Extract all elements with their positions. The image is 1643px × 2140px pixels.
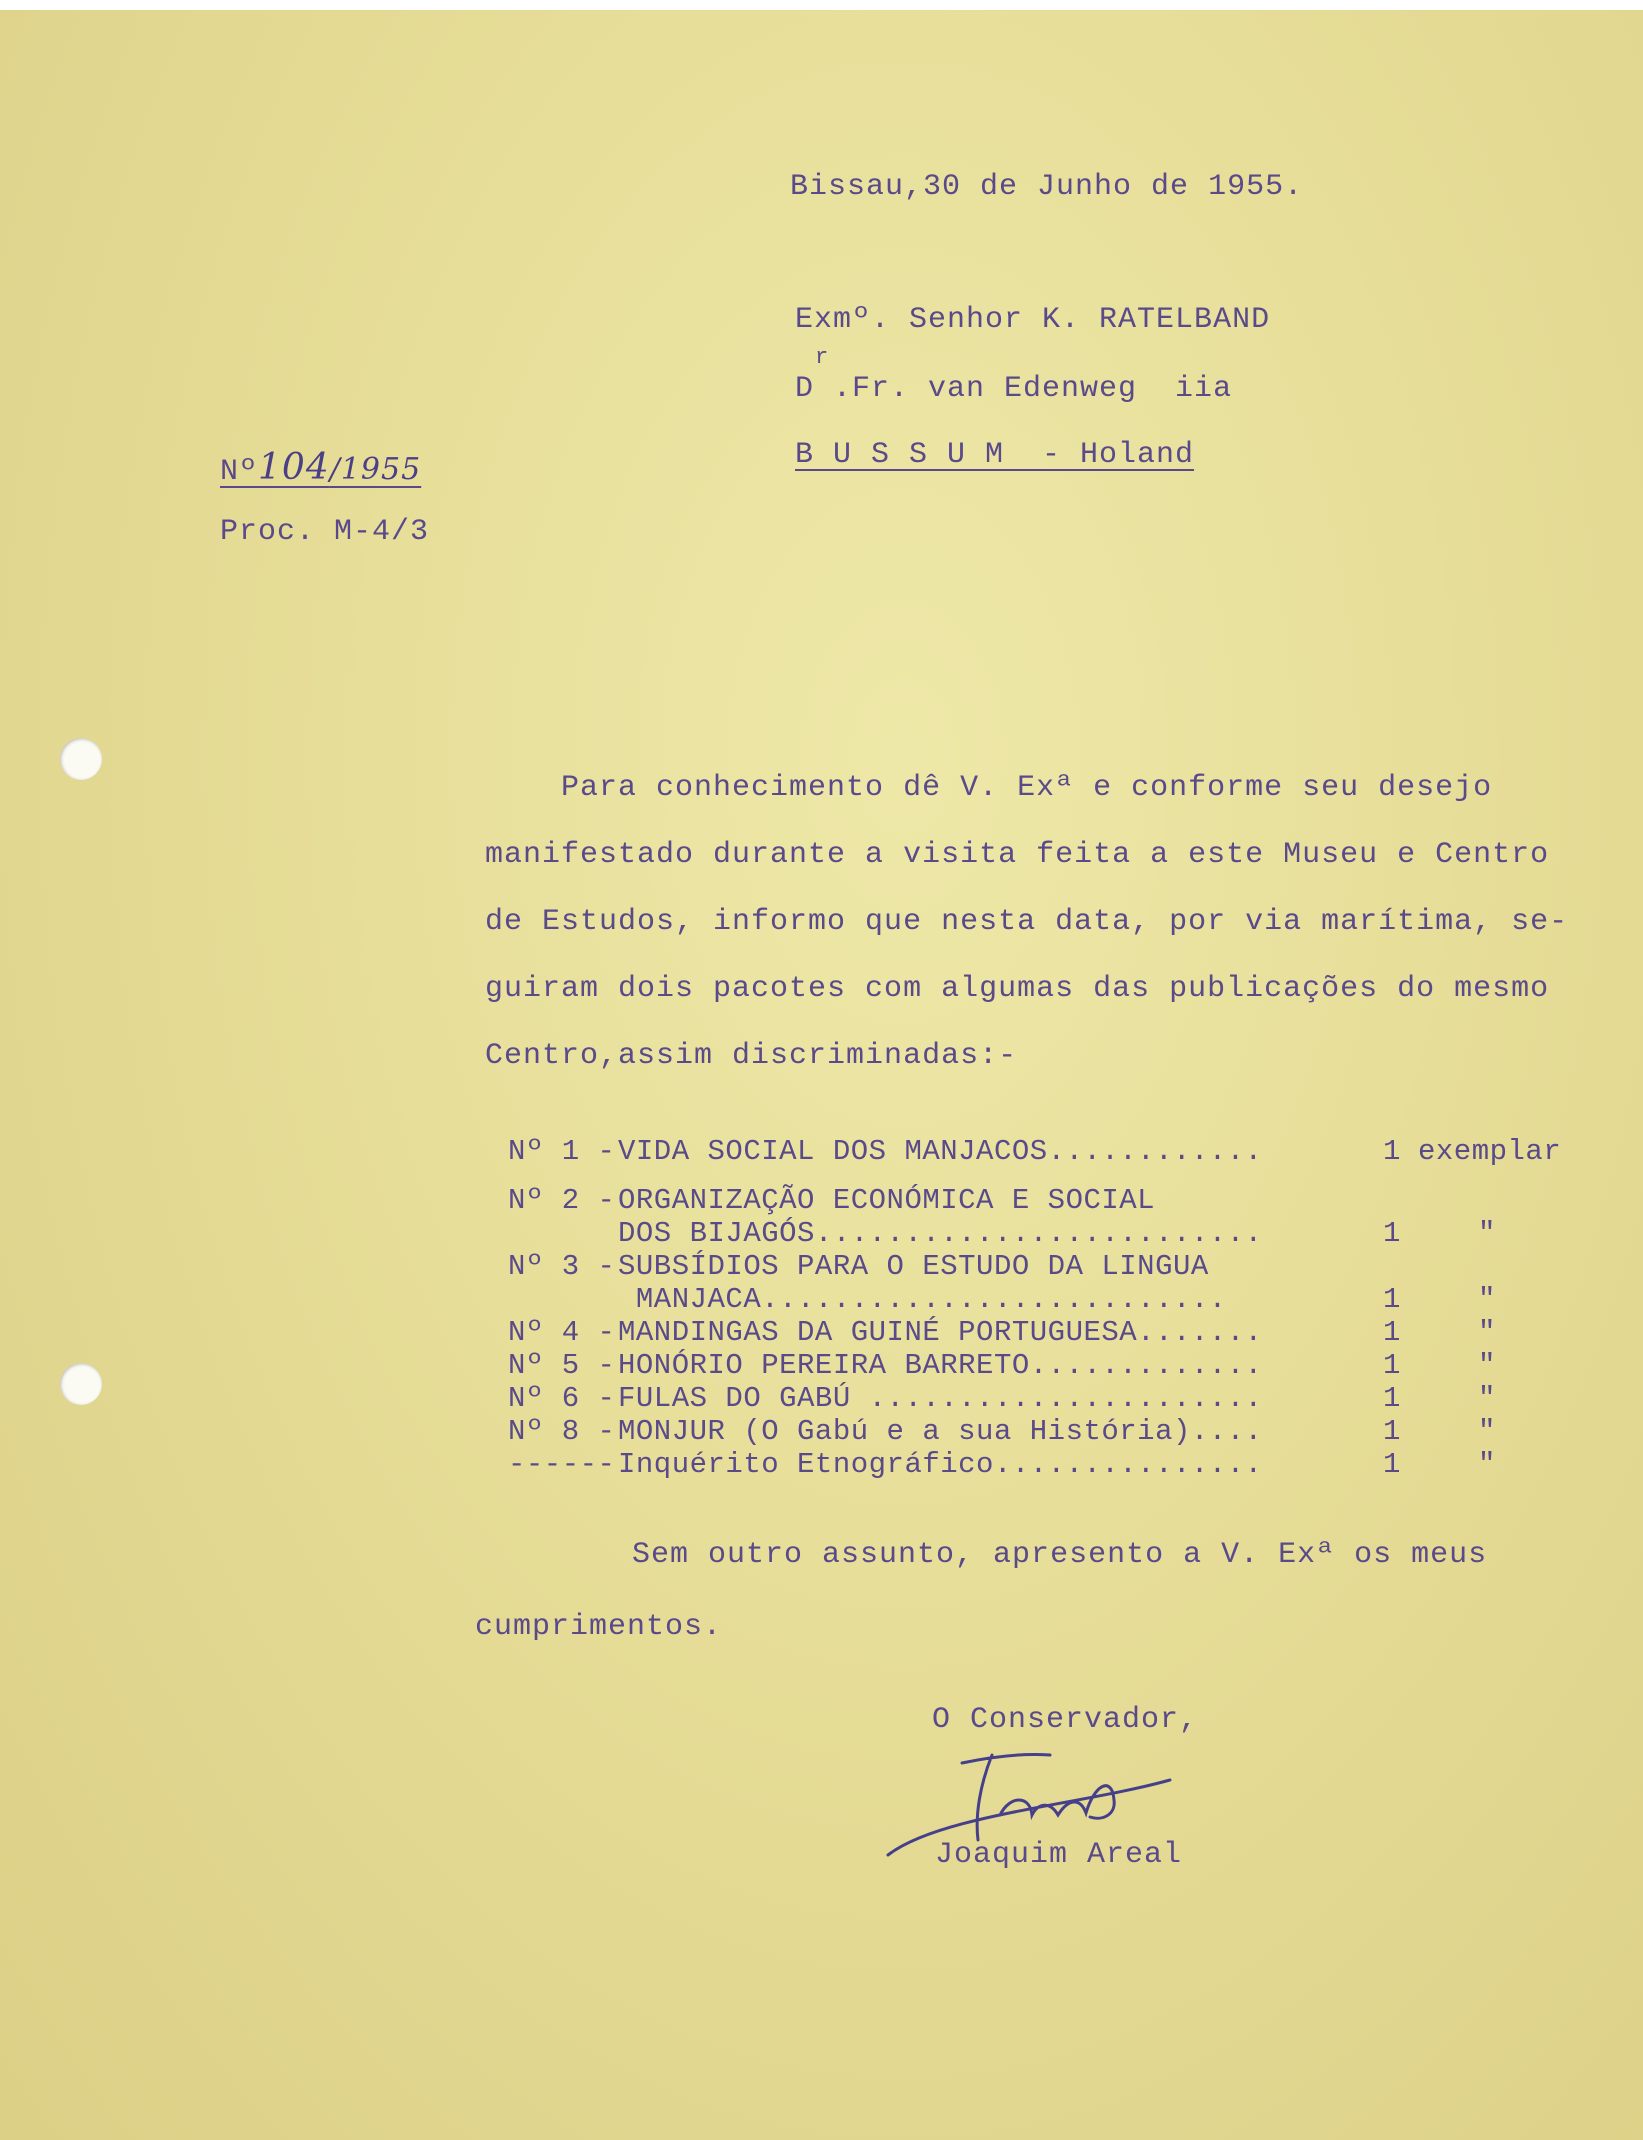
reference-number: Nº104/1955 — [220, 447, 422, 489]
paragraph-line: Centro,assim discriminadas:- — [485, 1039, 1018, 1073]
list-item: MANJACA.......................... 1 " — [618, 1283, 1496, 1316]
signatory-title: O Conservador, — [932, 1703, 1199, 1737]
list-item: Nº 1 -VIDA SOCIAL DOS MANJACOS............ 1 exemplar — [508, 1135, 1562, 1168]
handwritten-number: 104 — [258, 447, 330, 488]
list-item: Nº 2 -ORGANIZAÇÃO ECONÓMICA E SOCIAL — [508, 1184, 1156, 1217]
punch-hole-lower — [60, 1363, 102, 1405]
recipient-name: Exmº. Senhor K. RATELBAND — [795, 303, 1271, 337]
paragraph-line: Para conhecimento dê V. Exª e conforme seu desejo — [485, 771, 1493, 805]
process-reference: Proc. M-4/3 — [220, 515, 430, 549]
date-line: Bissau,30 de Junho de 1955. — [790, 170, 1304, 204]
list-item: Nº 6 -FULAS DO GABÚ ...................... 1 " — [508, 1382, 1496, 1415]
list-item: DOS BIJAGÓS......................... 1 " — [618, 1217, 1496, 1250]
closing-line-2: cumprimentos. — [475, 1610, 723, 1644]
paragraph-line: guiram dois pacotes com algumas das publicações do mesmo — [485, 972, 1550, 1006]
list-item: Nº 8 -MONJUR (O Gabú e a sua História).... 1 " — [508, 1415, 1496, 1448]
paragraph-line: manifestado durante a visita feita a este Museu e Centro — [485, 838, 1550, 872]
list-item: Nº 5 -HONÓRIO PEREIRA BARRETO............. 1 " — [508, 1349, 1496, 1382]
list-item: ------Inquérito Etnográfico............... 1 " — [508, 1448, 1496, 1481]
closing-line: Sem outro assunto, apresento a V. Exª os meus — [632, 1538, 1488, 1572]
recipient-superscript: r — [815, 345, 830, 370]
recipient-street: D .Fr. van Edenweg iia — [795, 372, 1233, 406]
paragraph-line: de Estudos, informo que nesta data, por via marítima, se- — [485, 905, 1569, 939]
signatory-name: Joaquim Areal — [935, 1838, 1183, 1872]
list-item: Nº 4 -MANDINGAS DA GUINÉ PORTUGUESA....... 1 " — [508, 1316, 1496, 1349]
body-paragraph — [485, 755, 1615, 1090]
publication-list — [508, 1135, 1562, 1481]
list-item: Nº 3 -SUBSÍDIOS PARA O ESTUDO DA LINGUA — [508, 1250, 1209, 1283]
letter-page — [0, 10, 1643, 2140]
recipient-city: B U S S U M - Holand — [795, 438, 1195, 472]
punch-hole-upper — [60, 738, 102, 780]
